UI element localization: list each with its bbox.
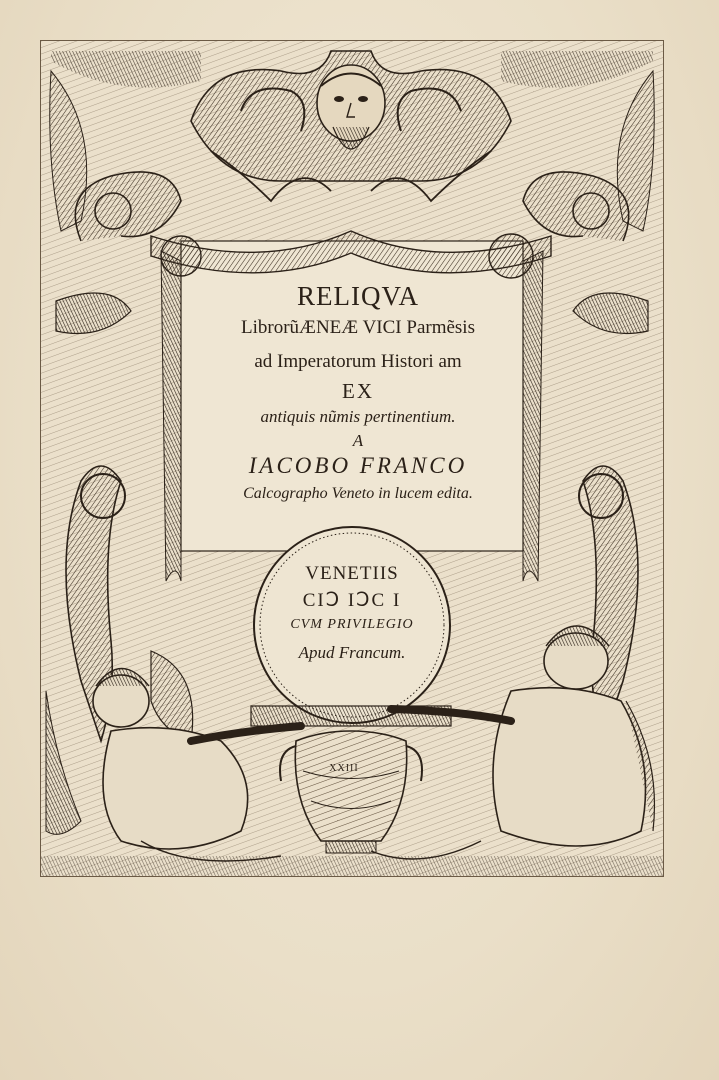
imprint-place: VENETIIS bbox=[305, 563, 399, 584]
title-line-librorum: LibrorũÆNEÆ VICI Parmẽsis bbox=[241, 317, 475, 338]
urn-numeral: XXIII bbox=[329, 763, 359, 774]
imprint-medallion bbox=[256, 529, 448, 721]
title-line-reliqua: RELIQVA bbox=[296, 281, 419, 311]
title-line-calcographo: Calcographo Veneto in lucem edita. bbox=[243, 485, 473, 502]
title-line-antiquis: antiquis nũmis pertinentium. bbox=[260, 407, 456, 426]
title-line-a: A bbox=[352, 431, 364, 450]
title-cartouche bbox=[193, 281, 523, 551]
imprint-date: CIↃ IↃC I bbox=[302, 590, 402, 611]
title-line-author: IACOBO FRANCO bbox=[248, 453, 468, 478]
imprint-publisher: Apud Francum. bbox=[298, 643, 406, 662]
title-line-ex: EX bbox=[342, 379, 374, 403]
title-line-imperatorum: ad Imperatorum Histori am bbox=[254, 351, 462, 372]
imprint-privilege: CVM PRIVILEGIO bbox=[290, 617, 414, 632]
engraved-title-plate bbox=[40, 40, 664, 877]
